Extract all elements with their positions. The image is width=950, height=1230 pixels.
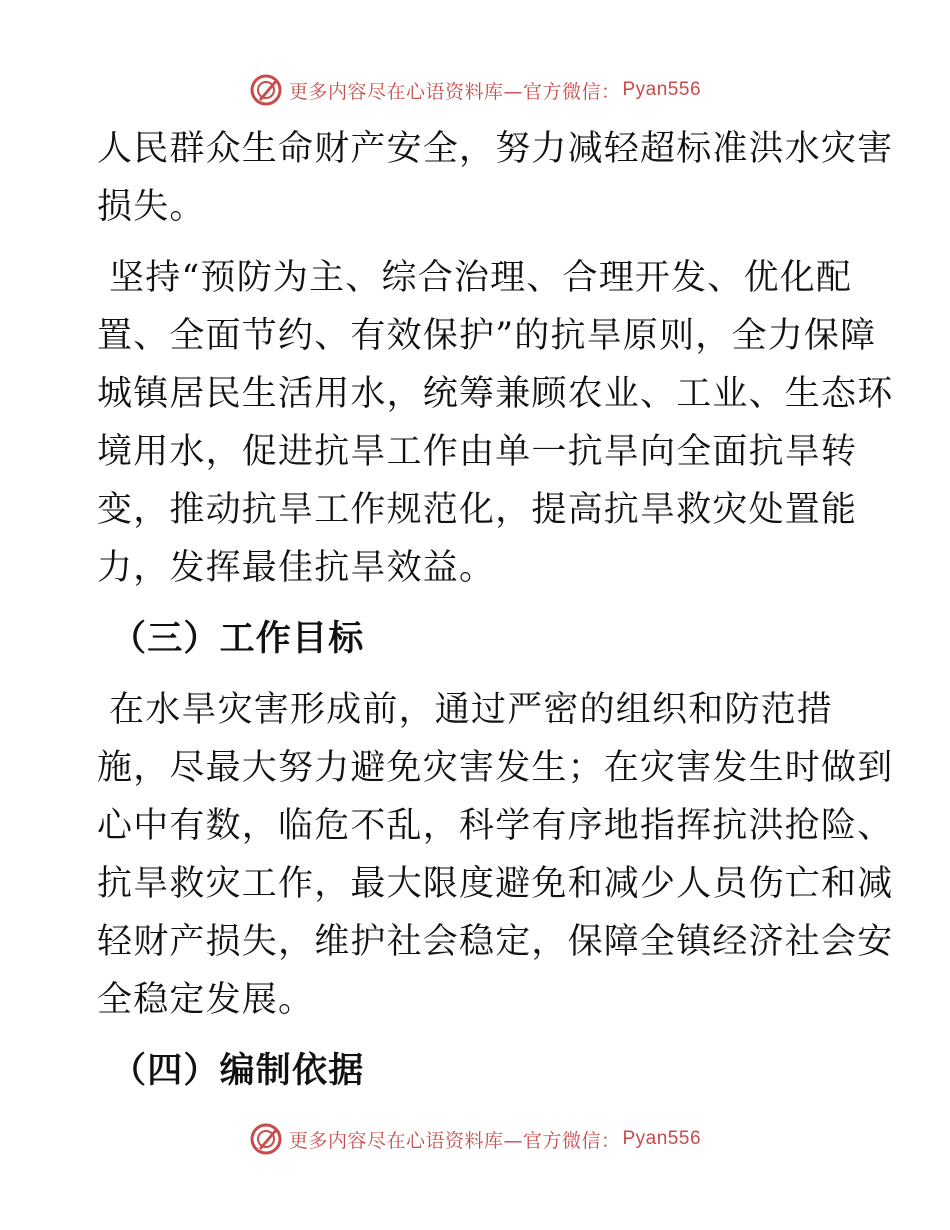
text-line: 施，尽最大努力避免灾害发生；在灾害发生时做到 [97, 748, 894, 788]
text-line: 抗旱救灾工作，最大限度避免和减少人员伤亡和减 [97, 864, 894, 904]
text-line: 坚持“预防为主、综合治理、合理开发、优化配 [109, 258, 853, 298]
text-line: 城镇居民生活用水，统筹兼顾农业、工业、生态环 [97, 374, 894, 414]
banner-text: 更多内容尽在心语资料库—官方微信： [288, 80, 621, 103]
text-line: 境用水，促进抗旱工作由单一抗旱向全面抗旱转 [97, 432, 858, 472]
banner-text: 更多内容尽在心语资料库—官方微信： [288, 1129, 621, 1152]
paragraph-drought-principle [97, 249, 894, 597]
section-heading-basis: （四）编制依据 [111, 1050, 365, 1091]
text-line: 变，推动抗旱工作规范化，提高抗旱救灾处置能 [97, 490, 858, 530]
section-heading-goals: （三）工作目标 [111, 618, 365, 659]
text-line: 力，发挥最佳抗旱效益。 [97, 548, 496, 588]
footer-watermark-banner [0, 1119, 950, 1159]
text-line: 人民群众生命财产安全，努力减轻超标准洪水灾害 [97, 129, 894, 169]
paragraph-goals [97, 681, 894, 1029]
paragraph-flood-safety [97, 120, 894, 236]
text-line: 置、全面节约、有效保护”的抗旱原则，全力保障 [97, 316, 877, 356]
document-body [97, 120, 894, 1100]
header-watermark-banner [0, 70, 950, 110]
quill-logo-icon [249, 1122, 283, 1156]
text-line: 心中有数，临危不乱，科学有序地指挥抗洪抢险、 [97, 806, 894, 846]
banner-wechat-id: Pyan556 [622, 1128, 702, 1149]
text-line: 全稳定发展。 [97, 980, 315, 1020]
text-line: 在水旱灾害形成前，通过严密的组织和防范措 [109, 690, 834, 730]
quill-logo-icon [249, 73, 283, 107]
text-line: 损失。 [97, 187, 206, 227]
banner-wechat-id: Pyan556 [622, 79, 702, 100]
text-line: 轻财产损失，维护社会稳定，保障全镇经济社会安 [97, 922, 894, 962]
